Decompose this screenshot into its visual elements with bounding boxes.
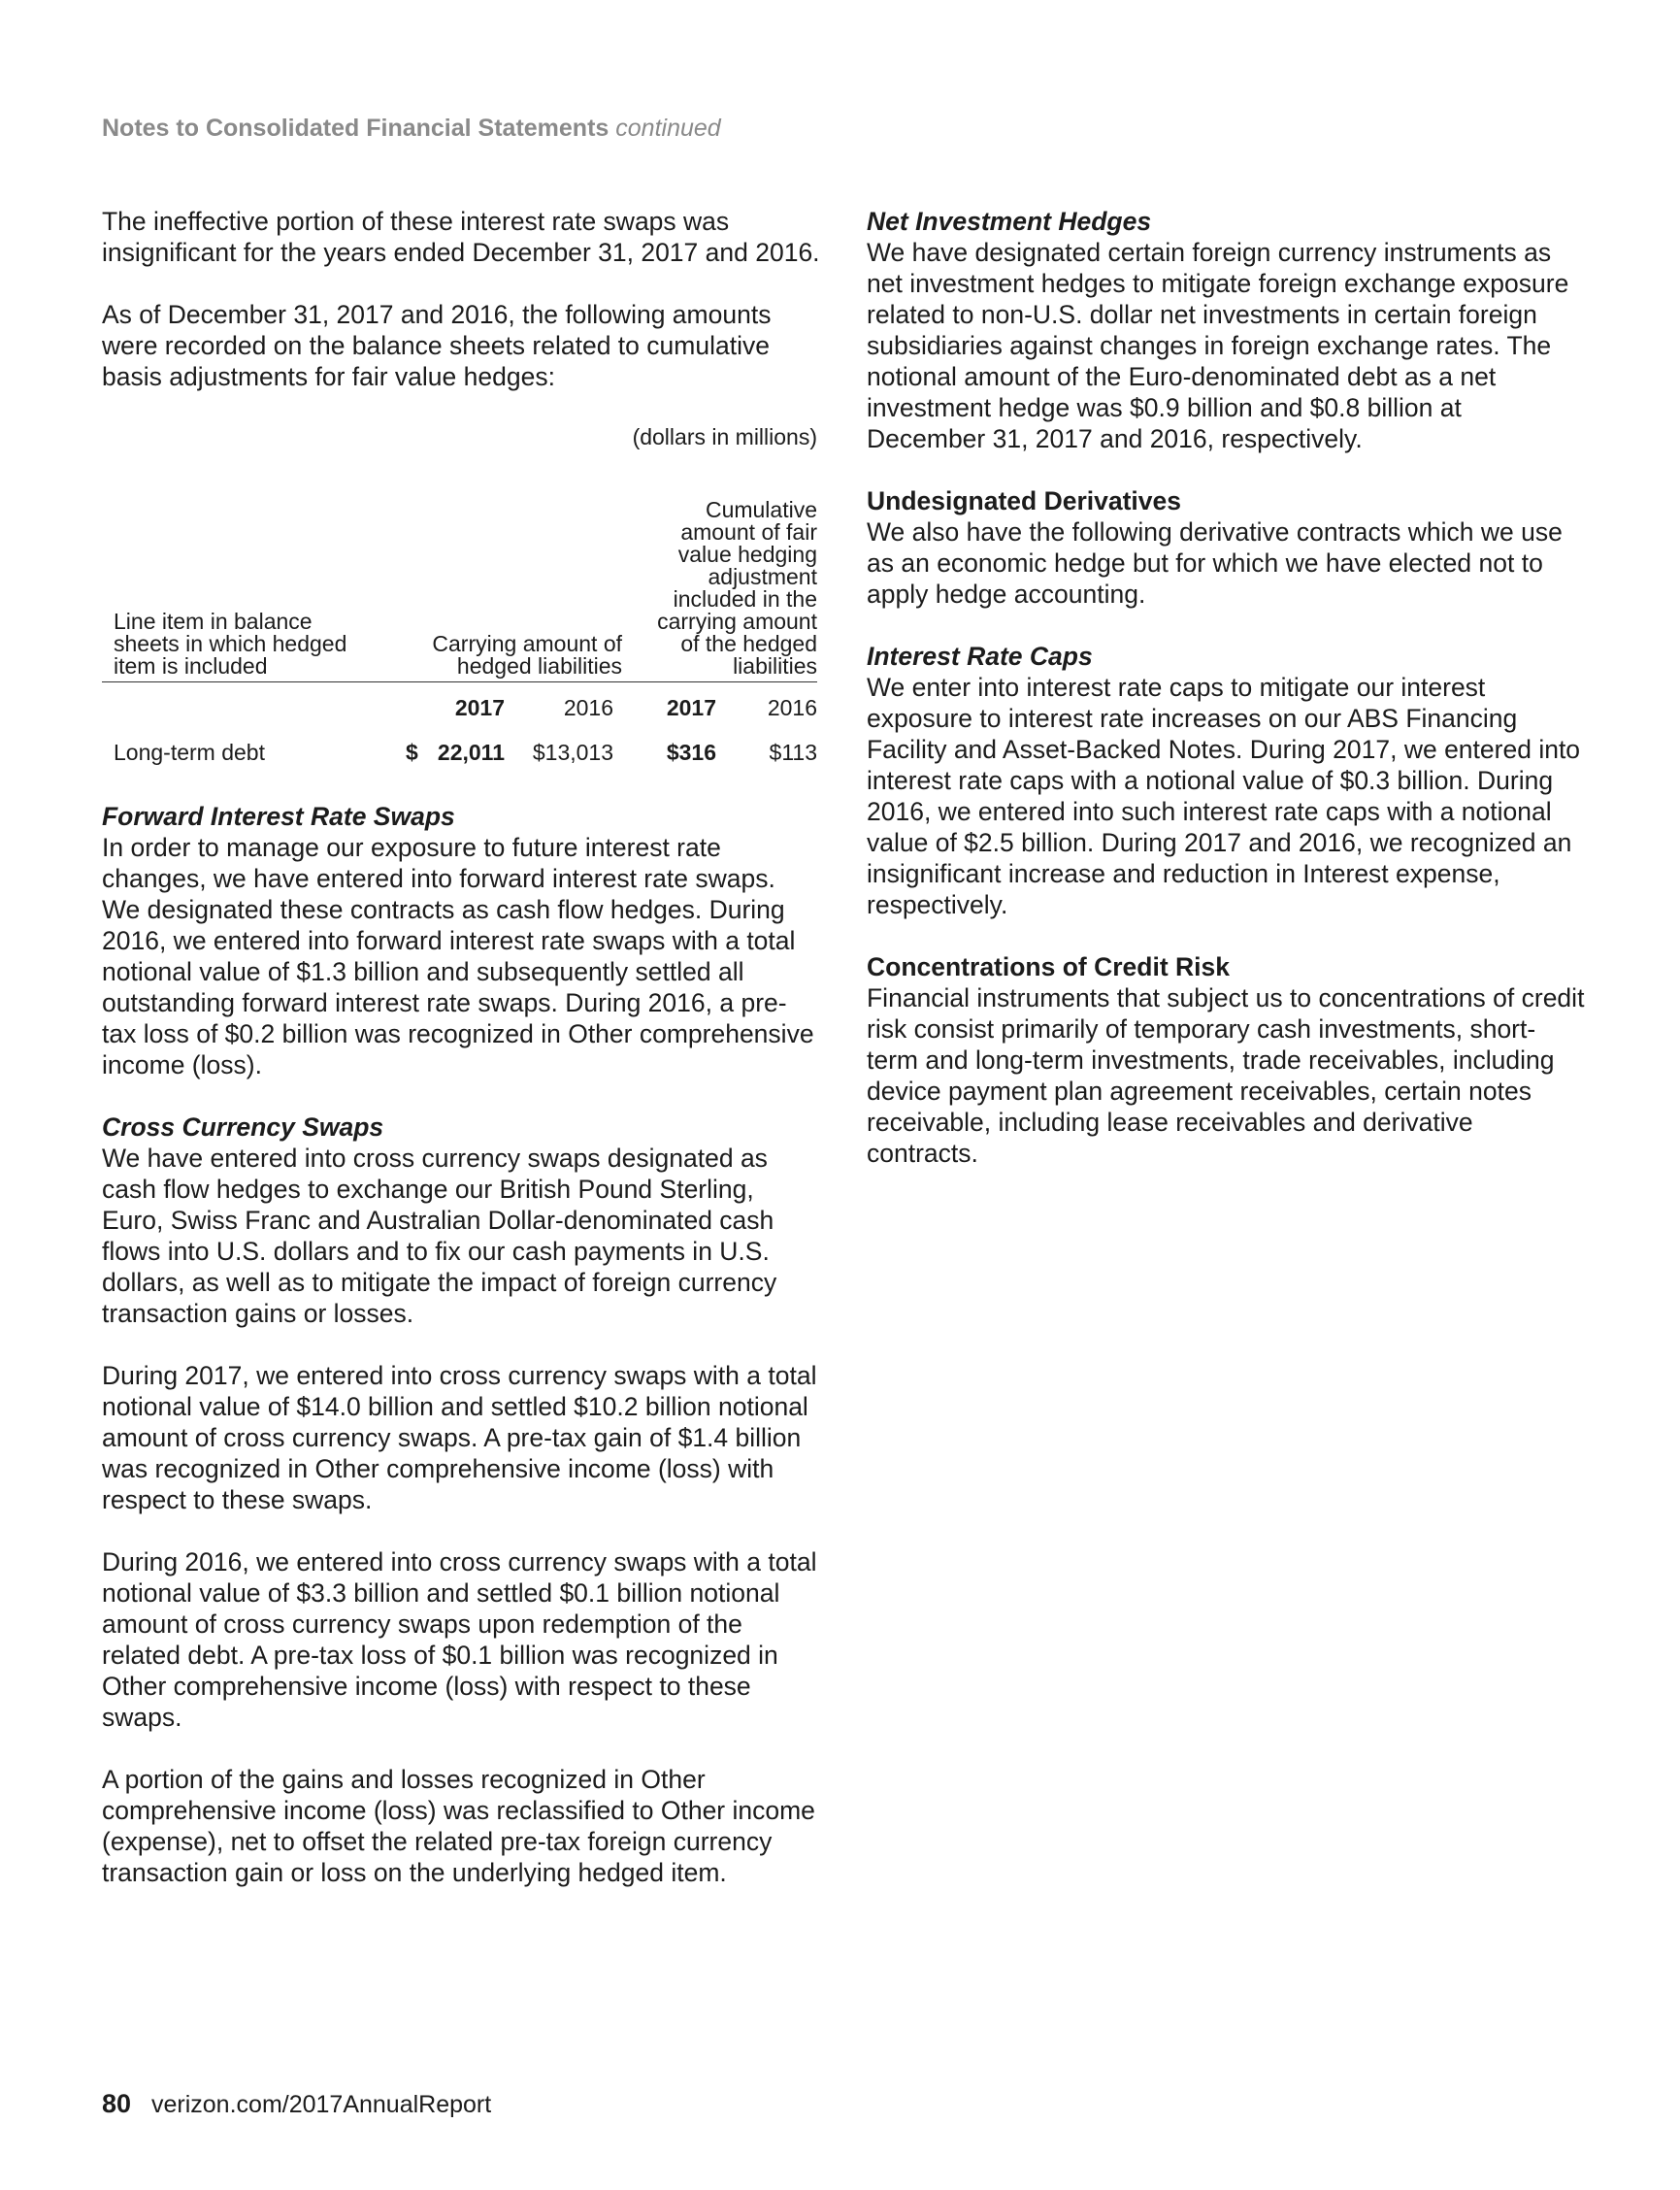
value-carrying-2017: 22,011: [437, 740, 505, 765]
paragraph-portion-reclassified: A portion of the gains and losses recognized in Other comprehensive income (loss) was reclassified to Other income (expense), net to offset the related pre-tax foreign currency transaction gain or loss on the underlying hedged item.: [102, 1765, 815, 1887]
heading-undesignated: Undesignated Derivatives: [867, 486, 1182, 515]
value-carrying-2016: $13,013: [532, 740, 613, 765]
year-2016-carrying: 2016: [563, 695, 613, 720]
row-currency-sign: $: [406, 740, 418, 765]
fair-value-hedge-table: [102, 421, 817, 772]
heading-net-investment: Net Investment Hedges: [867, 207, 1152, 236]
right-column: [867, 206, 1585, 1200]
footer-url: verizon.com/2017AnnualReport: [151, 2091, 492, 2118]
column-header-line-item: Line item in balance sheets in which hedged item is included: [114, 609, 347, 679]
table-year-row: [102, 682, 817, 727]
body-undesignated: We also have the following derivative contracts which we use as an economic hedge but for which we have elected not to apply hedge accounting.: [867, 517, 1563, 609]
row-label: Long-term debt: [114, 740, 265, 765]
paragraph-amounts-intro: As of December 31, 2017 and 2016, the following amounts were recorded on the balance sheets related to cumulative basis adjustments for fair value hedges:: [102, 300, 772, 391]
left-column: [102, 206, 820, 1919]
heading-cross-currency: Cross Currency Swaps: [102, 1112, 384, 1142]
value-cumulative-2017: $316: [666, 740, 716, 765]
table-units: (dollars in millions): [632, 424, 817, 449]
header-continued: continued: [615, 115, 721, 142]
body-net-investment: We have designated certain foreign currency instruments as net investment hedges to mitigate foreign exchange exposure related to non-U.S. dollar net investments in certain foreign subsidiaries against changes in foreign exchange rates. The notional amount of the Euro-denominated debt as a net investment hedge was $0.9 billion and $0.8 billion at December 31, 2017 and 2016, respectively.: [867, 238, 1569, 453]
section-interest-rate-caps: [867, 641, 1585, 920]
paragraph-ineffective: The ineffective portion of these interest rate swaps was insignificant for the years ended December 31, 2017 and 2016.: [102, 207, 820, 267]
table-row: [102, 727, 817, 772]
year-2017-cumulative: 2017: [666, 695, 716, 720]
section-credit-risk: [867, 951, 1585, 1169]
year-2016-cumulative: 2016: [767, 695, 817, 720]
section-cross-currency: [102, 1112, 820, 1329]
heading-credit-risk: Concentrations of Credit Risk: [867, 952, 1230, 981]
heading-interest-rate-caps: Interest Rate Caps: [867, 642, 1093, 671]
value-cumulative-2016: $113: [769, 740, 817, 765]
header-title: Notes to Consolidated Financial Statements: [102, 115, 609, 142]
page-footer: [102, 2089, 491, 2119]
body-cross-currency: We have entered into cross currency swaps designated as cash flow hedges to exchange our British Pound Sterling, Euro, Swiss Franc and Australian Dollar-denominated cash flows into U.S. dollars and to fix our cash payments in U.S. dollars, as well as to mitigate the impact of foreign currency transaction gains or losses.: [102, 1144, 777, 1328]
paragraph-during-2017: During 2017, we entered into cross currency swaps with a total notional value of $14.0 billion and settled $10.2 billion notional amount of cross currency swaps. A pre-tax gain of $1.4 billion was recognized in Other comprehensive income (loss) with respect to these swaps.: [102, 1361, 817, 1514]
body-forward-swaps: In order to manage our exposure to future interest rate changes, we have entered into forward interest rate swaps. We designated these contracts as cash flow hedges. During 2016, we entered into forward interest rate swaps with a total notional value of $1.3 billion and subsequently settled all outstanding forward interest rate swaps. During 2016, a pre-tax loss of $0.2 billion was recognized in Other comprehensive income (loss).: [102, 833, 814, 1079]
body-interest-rate-caps: We enter into interest rate caps to mitigate our interest exposure to interest rate increases on our ABS Financing Facility and Asset-Backed Notes. During 2017, we entered into interest rate caps with a notional value of $0.3 billion. During 2016, we entered into such interest rate caps with a notional value of $2.5 billion. During 2017 and 2016, we recognized an insignificant increase and reduction in Interest expense, respectively.: [867, 673, 1581, 919]
column-header-cumulative-adjustment: Cumulative amount of fair value hedging adjustment included in the carrying amount of the hedged liabilities: [657, 497, 817, 679]
column-header-carrying-amount: Carrying amount of hedged liabilities: [432, 631, 622, 679]
heading-forward-swaps: Forward Interest Rate Swaps: [102, 802, 455, 831]
section-net-investment: [867, 206, 1585, 454]
table-header: [102, 460, 817, 678]
paragraph-during-2016: During 2016, we entered into cross currency swaps with a total notional value of $3.3 billion and settled $0.1 billion notional amount of cross currency swaps upon redemption of the related debt. A pre-tax loss of $0.1 billion was recognized in Other comprehensive income (loss) with respect to these swaps.: [102, 1547, 817, 1732]
page-number: 80: [102, 2089, 132, 2118]
body-credit-risk: Financial instruments that subject us to concentrations of credit risk consist primarily of temporary cash investments, short-term and long-term investments, trade receivables, including device payment plan agreement receivables, certain notes receivable, including lease receivables and derivative contracts.: [867, 983, 1585, 1168]
section-undesignated: [867, 485, 1585, 610]
section-forward-swaps: [102, 801, 820, 1080]
page-header: [102, 115, 721, 143]
year-2017-carrying: 2017: [454, 695, 505, 720]
